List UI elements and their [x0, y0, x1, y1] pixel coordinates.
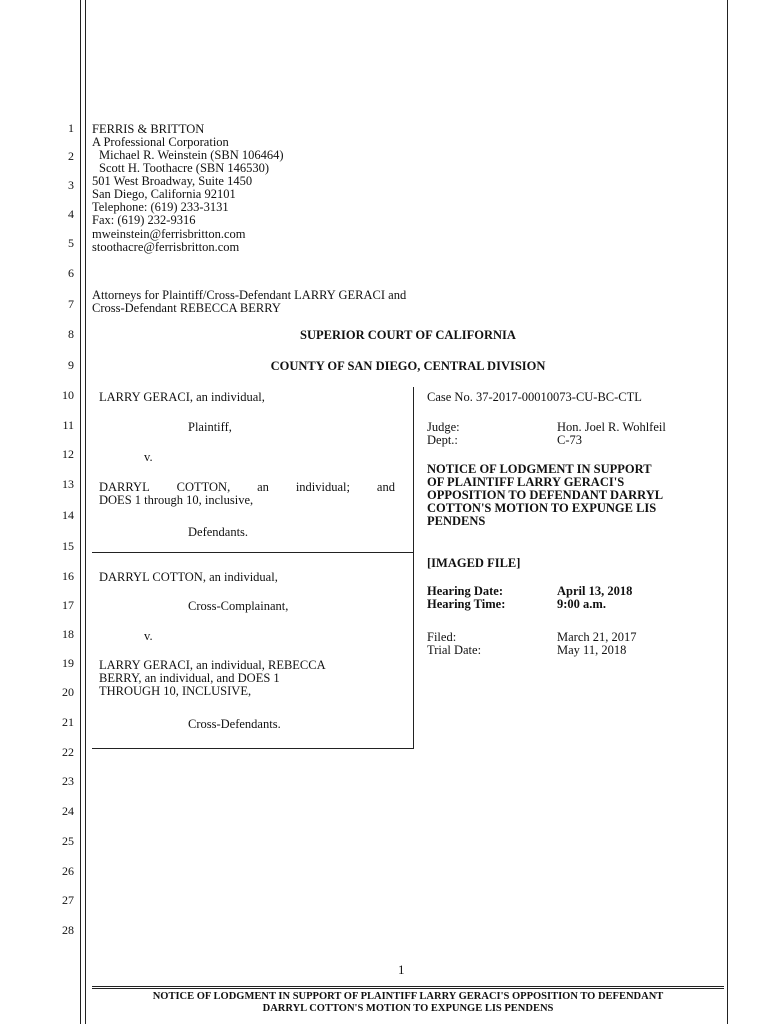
- document-title-line: OF PLAINTIFF LARRY GERACI'S: [427, 475, 625, 489]
- footer-title: [92, 991, 724, 1015]
- dept-value: C-73: [557, 433, 582, 447]
- footer-line: NOTICE OF LODGMENT IN SUPPORT OF PLAINTIFF LARRY GERACI'S OPPOSITION TO DEFENDANT: [152, 991, 664, 1002]
- filed-value: March 21, 2017: [557, 630, 637, 644]
- attorney-email: stoothacre@ferrisbritton.com: [92, 240, 240, 254]
- judge-value: Hon. Joel R. Wohlfeil: [557, 420, 666, 434]
- line-number: 16: [62, 569, 74, 583]
- cross-defendants-line: BERRY, an individual, and DOES 1: [99, 671, 280, 685]
- line-number: 21: [62, 715, 74, 729]
- line-number: 11: [62, 418, 74, 432]
- line-number: 20: [62, 685, 74, 699]
- line-number: 17: [62, 598, 74, 612]
- attorney-name: Scott H. Toothacre (SBN 146530): [99, 161, 270, 175]
- left-margin-rule-outer: [80, 0, 81, 1024]
- page-number: 1: [398, 962, 405, 977]
- filed-label: Filed:: [427, 630, 457, 644]
- document-title-line: NOTICE OF LODGMENT IN SUPPORT: [427, 462, 652, 476]
- cross-complainant-role: Cross-Complainant,: [188, 599, 289, 613]
- word: COTTON,: [176, 480, 231, 494]
- cross-complainant-name: DARRYL COTTON, an individual,: [99, 570, 278, 584]
- document-title-line: OPPOSITION TO DEFENDANT DARRYL: [427, 488, 664, 502]
- line-number: 28: [62, 923, 74, 937]
- hearing-date-value: April 13, 2018: [557, 584, 633, 598]
- line-number: 25: [62, 834, 74, 848]
- firm-fax: Fax: (619) 232-9316: [92, 213, 196, 227]
- line-number: 8: [68, 327, 74, 341]
- caption-bottom-rule: [92, 748, 414, 749]
- line-number: 7: [68, 297, 74, 311]
- defendant-role: Defendants.: [188, 525, 249, 539]
- case-number: Case No. 37-2017-00010073-CU-BC-CTL: [427, 390, 642, 404]
- word: and: [376, 480, 395, 494]
- attorney-email: mweinstein@ferrisbritton.com: [92, 227, 246, 241]
- caption-vertical-rule: [413, 387, 414, 749]
- line-number: 23: [62, 774, 74, 788]
- footer-line: DARRYL COTTON'S MOTION TO EXPUNGE LIS PENDENS: [262, 1003, 554, 1014]
- plaintiff-name: LARRY GERACI, an individual,: [99, 390, 265, 404]
- right-margin-rule: [727, 0, 728, 1024]
- versus-label: v.: [144, 450, 153, 464]
- line-number: 18: [62, 627, 74, 641]
- line-number: 24: [62, 804, 74, 818]
- line-number: 12: [62, 447, 74, 461]
- left-margin-rule-inner: [85, 0, 86, 1024]
- line-number: 5: [68, 236, 74, 250]
- court-county: COUNTY OF SAN DIEGO, CENTRAL DIVISION: [270, 359, 546, 373]
- line-number: 1: [68, 121, 74, 135]
- line-number: 27: [62, 893, 74, 907]
- court-name: SUPERIOR COURT OF CALIFORNIA: [300, 328, 516, 342]
- attorneys-for-line: Cross-Defendant REBECCA BERRY: [92, 301, 281, 315]
- trial-date-label: Trial Date:: [427, 643, 482, 657]
- line-number: 26: [62, 864, 74, 878]
- judge-label: Judge:: [427, 420, 460, 434]
- line-number: 4: [68, 207, 74, 221]
- line-number: 10: [62, 388, 74, 402]
- imaged-file-label: [IMAGED FILE]: [427, 556, 521, 570]
- hearing-time-value: 9:00 a.m.: [557, 597, 606, 611]
- document-title-line: PENDENS: [427, 514, 486, 528]
- trial-date-value: May 11, 2018: [557, 643, 627, 657]
- word: an: [257, 480, 269, 494]
- plaintiff-role: Plaintiff,: [188, 420, 232, 434]
- defendant-line: DOES 1 through 10, inclusive,: [99, 493, 254, 507]
- document-title-line: COTTON'S MOTION TO EXPUNGE LIS: [427, 501, 657, 515]
- firm-address: 501 West Broadway, Suite 1450: [92, 174, 253, 188]
- cross-defendants-line: LARRY GERACI, an individual, REBECCA: [99, 658, 326, 672]
- line-number: 3: [68, 178, 74, 192]
- line-number: 22: [62, 745, 74, 759]
- word: individual;: [295, 480, 350, 494]
- line-number: 15: [62, 539, 74, 553]
- firm-city: San Diego, California 92101: [92, 187, 236, 201]
- dept-label: Dept.:: [427, 433, 458, 447]
- line-number: 13: [62, 477, 74, 491]
- hearing-date-label: Hearing Date:: [427, 584, 504, 598]
- footer-rule: [92, 988, 724, 989]
- line-number: 14: [62, 508, 74, 522]
- caption-divider: [92, 552, 414, 553]
- word: DARRYL: [99, 480, 150, 494]
- firm-type: A Professional Corporation: [92, 135, 229, 149]
- line-number: 9: [68, 358, 74, 372]
- footer-rule: [92, 986, 724, 987]
- line-number: 19: [62, 656, 74, 670]
- firm-name: FERRIS & BRITTON: [92, 122, 205, 136]
- line-number: 6: [68, 266, 74, 280]
- versus-label: v.: [144, 629, 153, 643]
- hearing-time-label: Hearing Time:: [427, 597, 506, 611]
- cross-defendants-line: THROUGH 10, INCLUSIVE,: [99, 684, 252, 698]
- attorneys-for-line: Attorneys for Plaintiff/Cross-Defendant LARRY GERACI and: [92, 288, 407, 302]
- line-number: 2: [68, 149, 74, 163]
- cross-defendants-role: Cross-Defendants.: [188, 717, 281, 731]
- firm-telephone: Telephone: (619) 233-3131: [92, 200, 229, 214]
- attorney-name: Michael R. Weinstein (SBN 106464): [99, 148, 284, 162]
